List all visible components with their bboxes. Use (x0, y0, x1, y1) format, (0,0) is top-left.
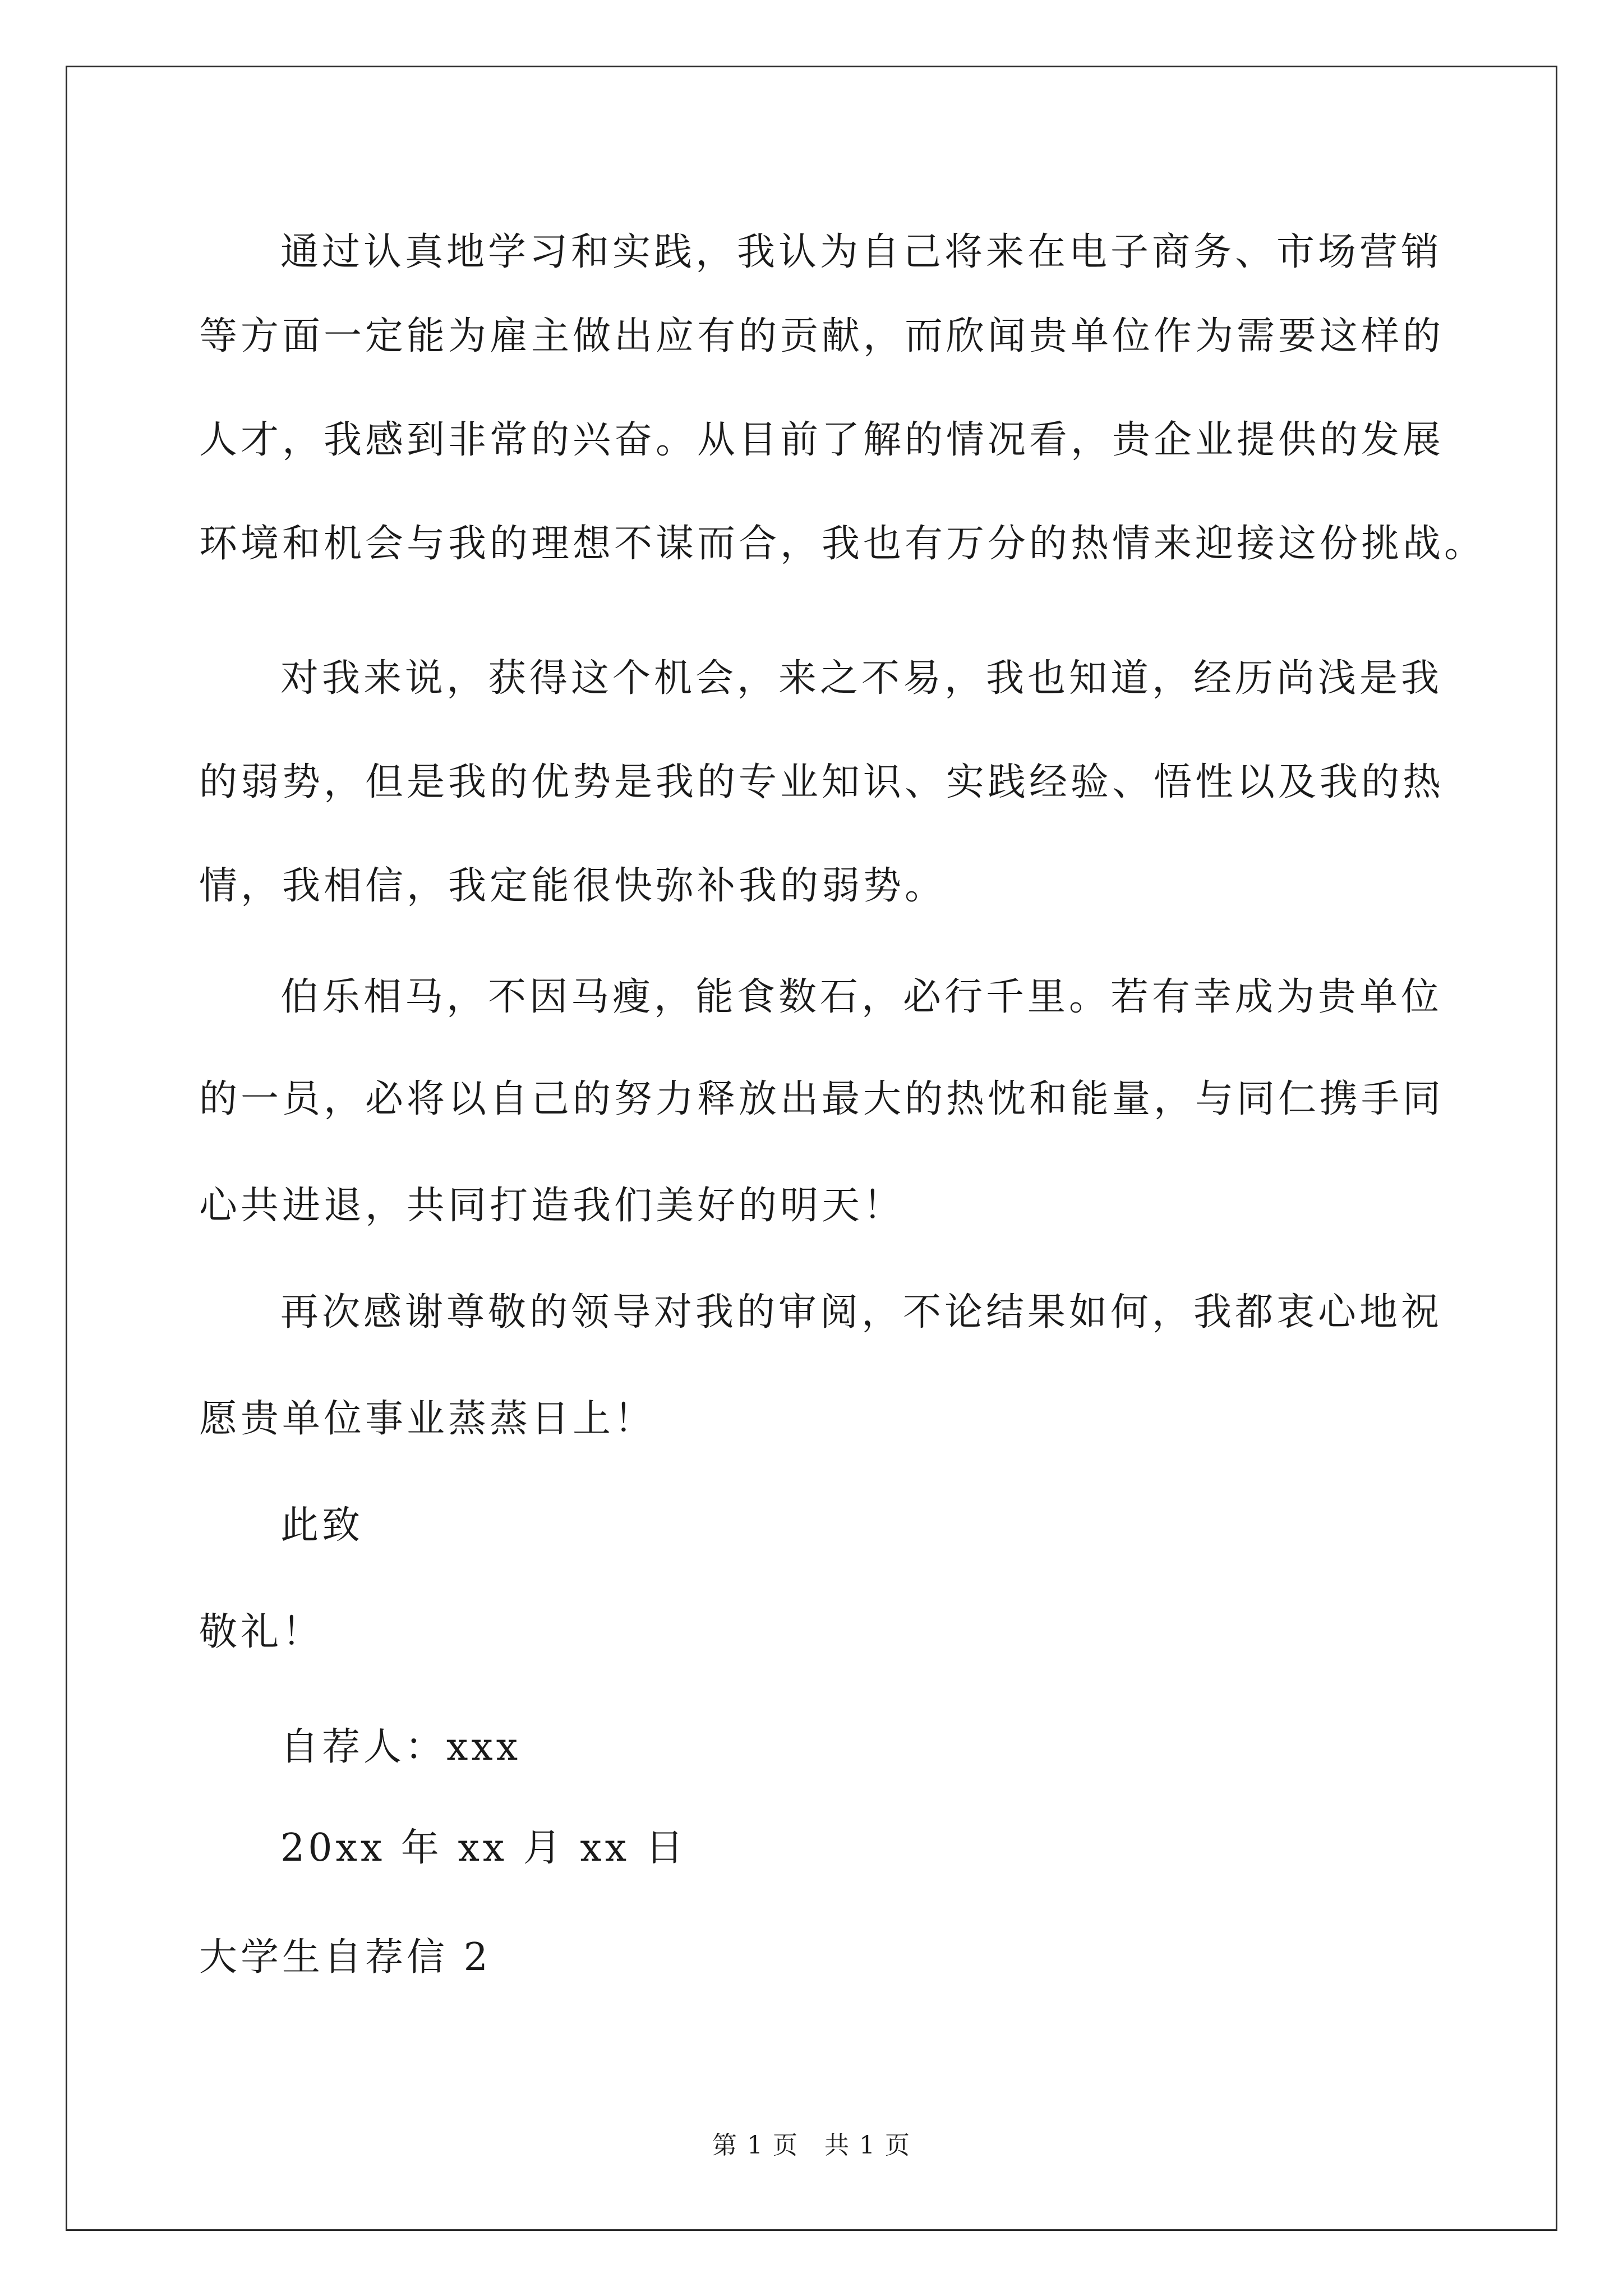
paragraph-2-line-2: 的弱势，但是我的优势是我的专业知识、实践经验、悟性以及我的热 (199, 760, 1445, 804)
paragraph-2-line-1: 对我来说，获得这个机会，来之不易，我也知道，经历尚浅是我 (280, 656, 1443, 701)
next-section-title: 大学生自荐信 2 (199, 1935, 491, 1980)
paragraph-1-line-4: 环境和机会与我的理想不谋而合，我也有万分的热情来迎接这份挑战。 (199, 522, 1486, 566)
paragraph-4-line-1: 再次感谢尊敬的领导对我的审阅，不论结果如何，我都衷心地祝 (280, 1290, 1443, 1335)
page-border (66, 66, 1557, 2231)
paragraph-1-line-3: 人才，我感到非常的兴奋。从目前了解的情况看，贵企业提供的发展 (199, 418, 1445, 462)
paragraph-3-line-1: 伯乐相马，不因马瘦，能食数石，必行千里。若有幸成为贵单位 (280, 975, 1443, 1019)
paragraph-2-line-3: 情，我相信，我定能很快弥补我的弱势。 (199, 864, 947, 908)
closing-regards: 敬礼！ (199, 1610, 324, 1654)
closing-salutation: 此致 (280, 1503, 364, 1548)
paragraph-1-line-2: 等方面一定能为雇主做出应有的贡献，而欣闻贵单位作为需要这样的 (199, 314, 1445, 358)
signature-line: 自荐人：xxx (280, 1725, 522, 1769)
paragraph-3-line-3: 心共进退，共同打造我们美好的明天！ (199, 1184, 905, 1228)
paragraph-1-line-1: 通过认真地学习和实践，我认为自己将来在电子商务、市场营销 (280, 230, 1443, 274)
date-line: 20xx 年 xx 月 xx 日 (280, 1826, 687, 1870)
page-footer: 第 1 页 共 1 页 (712, 2131, 911, 2160)
paragraph-4-line-2: 愿贵单位事业蒸蒸日上！ (199, 1397, 656, 1441)
paragraph-3-line-2: 的一员，必将以自己的努力释放出最大的热忱和能量，与同仁携手同 (199, 1077, 1445, 1121)
